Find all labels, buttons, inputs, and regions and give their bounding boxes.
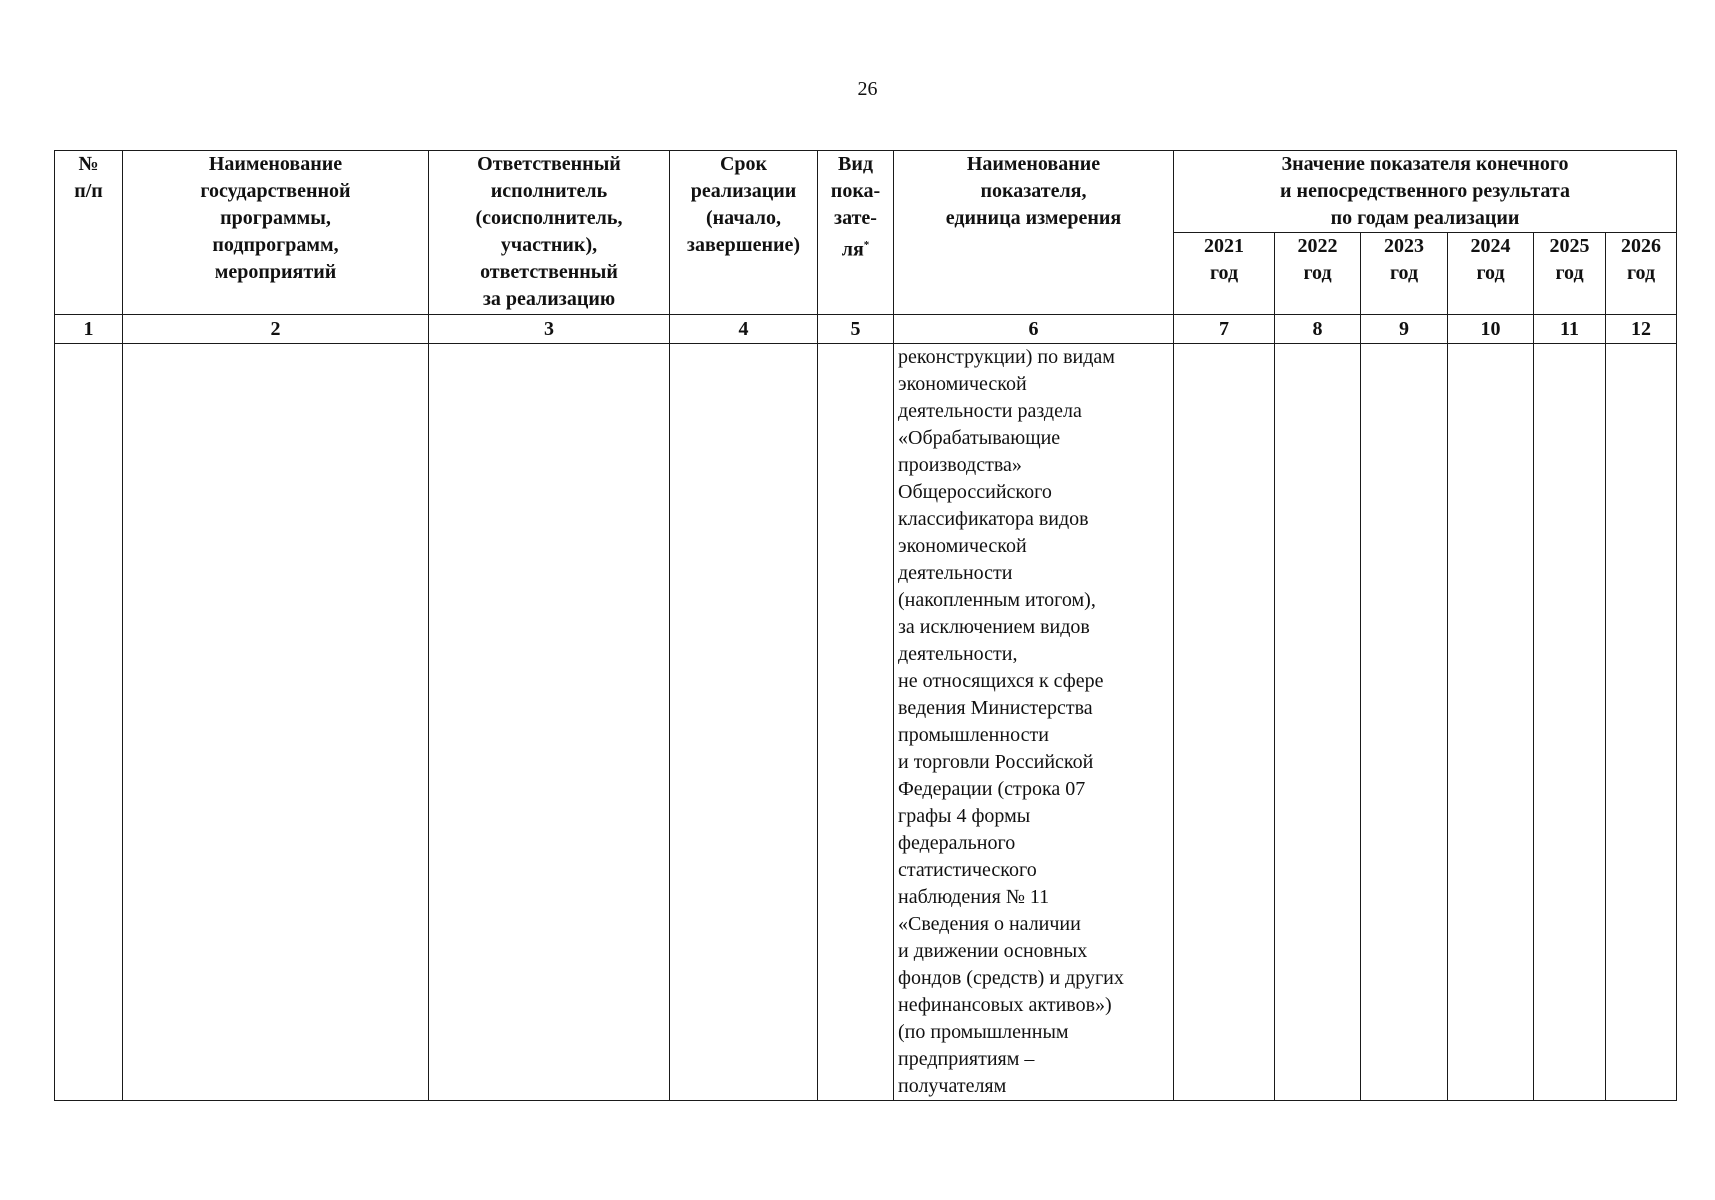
column-number: 6 [894, 315, 1174, 344]
column-number-row [55, 315, 1677, 344]
cell-responsible [429, 344, 670, 1101]
cell-period [670, 344, 818, 1101]
column-number: 11 [1534, 315, 1606, 344]
cell-indicator-type [818, 344, 894, 1101]
indicator-text-line: Общероссийского [898, 481, 1052, 503]
cell-value-2022 [1275, 344, 1361, 1101]
indicator-text [898, 344, 1169, 1100]
header-year-2021: 2021 год [1174, 233, 1275, 315]
header-period: Срок реализации (начало, завершение) [670, 151, 818, 315]
indicator-text-line: ведения Министерства [898, 697, 1093, 719]
column-number: 5 [818, 315, 894, 344]
header-row-1 [55, 151, 1677, 233]
indicator-table [54, 150, 1677, 1101]
column-number: 3 [429, 315, 670, 344]
indicator-text-line: графы 4 формы [898, 805, 1031, 827]
indicator-text-line: предприятиям – [898, 1048, 1035, 1070]
header-program-name: Наименование государственной программы, подпрограмм, мероприятий [123, 151, 429, 315]
cell-value-2026 [1606, 344, 1677, 1101]
column-number: 8 [1275, 315, 1361, 344]
header-year-2025: 2025 год [1534, 233, 1606, 315]
cell-indicator-name [894, 344, 1174, 1101]
indicator-text-line: нефинансовых активов») [898, 994, 1112, 1016]
indicator-text-line: «Сведения о наличии [898, 913, 1081, 935]
cell-number [55, 344, 123, 1101]
column-number: 1 [55, 315, 123, 344]
indicator-text-line: статистического [898, 859, 1037, 881]
cell-program-name [123, 344, 429, 1101]
indicator-text-line: и торговли Российской [898, 751, 1094, 773]
header-number: № п/п [55, 151, 123, 315]
indicator-text-line: деятельности раздела [898, 400, 1082, 422]
header-indicator-type: Вид пока- зате- ля* [818, 151, 894, 315]
indicator-text-line: Федерации (строка 07 [898, 778, 1086, 800]
cell-value-2024 [1448, 344, 1534, 1101]
header-year-2022: 2022 год [1275, 233, 1361, 315]
header-indicator-name: Наименование показателя, единица измерения [894, 151, 1174, 315]
column-number: 9 [1361, 315, 1448, 344]
column-number: 4 [670, 315, 818, 344]
indicator-text-line: за исключением видов [898, 616, 1090, 638]
indicator-text-line: деятельности, [898, 643, 1018, 665]
indicator-text-line: федерального [898, 832, 1016, 854]
header-year-2026: 2026 год [1606, 233, 1677, 315]
table-row [55, 344, 1677, 1101]
cell-value-2025 [1534, 344, 1606, 1101]
page-number: 26 [857, 78, 878, 100]
indicator-text-line: экономической [898, 535, 1027, 557]
header-responsible: Ответственный исполнитель (соисполнитель, участник), ответственный за реализацию [429, 151, 670, 315]
indicator-text-line: наблюдения № 11 [898, 886, 1050, 908]
indicator-text-line: (накопленным итогом), [898, 589, 1096, 611]
column-number: 10 [1448, 315, 1534, 344]
indicator-text-line: не относящихся к сфере [898, 670, 1104, 692]
footnote-mark: * [863, 239, 870, 251]
indicator-text-line: производства» [898, 454, 1022, 476]
header-year-2024: 2024 год [1448, 233, 1534, 315]
indicator-text-line: классификатора видов [898, 508, 1089, 530]
column-number: 2 [123, 315, 429, 344]
header-values-group: Значение показателя конечного и непосредственного результата по годам реализации [1174, 151, 1677, 233]
indicator-text-line: получателям [898, 1075, 1007, 1097]
indicator-text-line: «Обрабатывающие [898, 427, 1061, 449]
indicator-text-line: фондов (средств) и других [898, 967, 1124, 989]
cell-value-2023 [1361, 344, 1448, 1101]
indicator-text-line: промышленности [898, 724, 1049, 746]
indicator-text-line: деятельности [898, 562, 1013, 584]
column-number: 12 [1606, 315, 1677, 344]
header-year-2023: 2023 год [1361, 233, 1448, 315]
indicator-text-line: (по промышленным [898, 1021, 1069, 1043]
indicator-text-line: реконструкции) по видам [898, 346, 1115, 368]
column-number: 7 [1174, 315, 1275, 344]
cell-value-2021 [1174, 344, 1275, 1101]
indicator-text-line: и движении основных [898, 940, 1088, 962]
indicator-text-line: экономической [898, 373, 1027, 395]
